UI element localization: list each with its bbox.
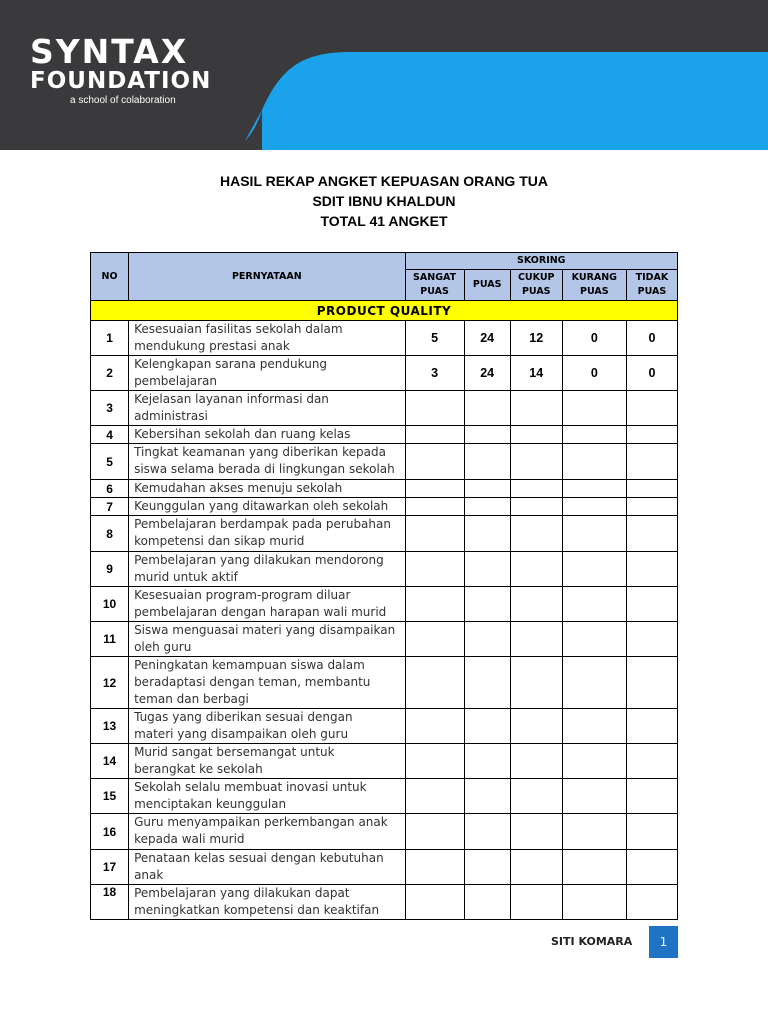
score-col-header-line1: PUAS [472,279,502,290]
statement-line: anak [134,868,164,882]
score-cell [405,657,464,709]
row-statement [129,498,405,516]
score-col-header [626,270,677,301]
score-cell [464,444,510,480]
score-cell [405,779,464,814]
score-cell [405,552,464,587]
table-row [91,391,678,426]
score-cell: 24 [464,321,510,356]
row-number: 17 [91,850,129,885]
statement-line: pembelajaran [134,374,218,388]
score-cell: 0 [562,321,626,356]
row-number: 10 [91,587,129,622]
score-cell [464,744,510,779]
table-row [91,709,678,744]
page-number: 1 [649,926,678,958]
score-cell [562,480,626,498]
score-cell: 0 [626,321,677,356]
score-cell [510,391,562,426]
statement-line: Siswa menguasai materi yang disampaikan [134,623,396,637]
row-statement [129,744,405,779]
score-cell [464,885,510,920]
table-row [91,356,678,391]
statement-line: Kesesuaian program-program diluar [134,588,351,602]
statement-line: Penataan kelas sesuai dengan kebutuhan [134,851,384,865]
logo-foundation: FOUNDATION [30,68,212,94]
row-statement [129,391,405,426]
score-cell [562,709,626,744]
statement-line: teman dan berbagi [134,692,249,706]
row-statement [129,587,405,622]
statement-line: Guru menyampaikan perkembangan anak [134,815,388,829]
statement-line: Sekolah selalu membuat inovasi untuk [134,780,367,794]
score-cell [464,552,510,587]
row-number: 3 [91,391,129,426]
score-cell [626,516,677,552]
score-cell [562,814,626,850]
score-col-header-line2: PUAS [521,286,551,297]
score-cell [562,657,626,709]
score-cell [464,709,510,744]
score-cell [562,744,626,779]
document-title [0,171,768,231]
footer-author: SITI KOMARA [551,935,633,948]
score-cell [405,622,464,657]
score-cell [464,779,510,814]
table-row [91,622,678,657]
table-row [91,814,678,850]
col-header-no: NO [91,253,129,301]
score-cell [510,444,562,480]
score-col-header-line2: PUAS [580,286,609,297]
logo-syntax: SYNTAX [30,32,189,71]
score-cell [626,885,677,920]
statement-line: Tugas yang diberikan sesuai dengan [134,710,353,724]
score-cell [626,444,677,480]
score-cell [562,444,626,480]
row-statement [129,356,405,391]
statement-line: Pembelajaran yang dilakukan dapat [134,886,350,900]
score-cell [626,498,677,516]
score-cell [626,657,677,709]
score-cell [562,552,626,587]
score-cell [510,779,562,814]
row-number: 4 [91,426,129,444]
score-cell [464,850,510,885]
title-line-1: HASIL REKAP ANGKET KEPUASAN ORANG TUA [220,173,548,189]
statement-line: kompetensi dan sikap murid [134,534,305,548]
statement-line: kepada wali murid [134,832,245,846]
statement-line: Pembelajaran yang dilakukan mendorong [134,553,384,567]
category-label: PRODUCT QUALITY [91,301,678,321]
survey-table [90,252,678,920]
score-cell [626,779,677,814]
score-cell [405,391,464,426]
score-cell [562,587,626,622]
score-cell [626,709,677,744]
score-col-header [510,270,562,301]
table-row [91,850,678,885]
statement-line: pembelajaran dengan harapan wali murid [134,605,387,619]
score-cell: 5 [405,321,464,356]
row-statement [129,885,405,920]
row-number: 13 [91,709,129,744]
score-cell [562,885,626,920]
score-cell [626,426,677,444]
category-row [91,301,678,321]
score-cell [405,709,464,744]
score-cell [405,516,464,552]
score-cell [562,516,626,552]
score-cell [626,552,677,587]
score-cell [510,552,562,587]
score-col-header-line1: CUKUP [517,272,555,283]
row-number: 16 [91,814,129,850]
row-number: 18 [91,885,129,920]
statement-line: materi yang disampaikan oleh guru [134,727,349,741]
row-number: 9 [91,552,129,587]
statement-line: administrasi [134,409,208,423]
table-row [91,498,678,516]
score-cell [510,426,562,444]
row-statement [129,444,405,480]
score-cell [405,744,464,779]
table-row [91,516,678,552]
score-cell [510,622,562,657]
score-cell: 12 [510,321,562,356]
statement-line: siswa selama berada di lingkungan sekolah [134,462,395,476]
statement-line: Keunggulan yang ditawarkan oleh sekolah [134,499,389,513]
score-cell [464,657,510,709]
score-cell [626,622,677,657]
score-cell [510,709,562,744]
score-cell [464,516,510,552]
score-cell: 3 [405,356,464,391]
statement-line: Tingkat keamanan yang diberikan kepada [134,445,386,459]
score-cell [464,622,510,657]
row-number: 14 [91,744,129,779]
score-col-header-line1: SANGAT [413,272,457,283]
statement-line: Murid sangat bersemangat untuk [134,745,335,759]
row-number: 1 [91,321,129,356]
statement-line: menciptakan keunggulan [134,797,287,811]
score-cell [626,744,677,779]
score-cell: 0 [626,356,677,391]
statement-line: beradaptasi dengan teman, membantu [134,675,371,689]
statement-line: meningkatkan kompetensi dan keaktifan [134,903,380,917]
table-row [91,657,678,709]
statement-line: murid untuk aktif [134,570,238,584]
row-statement [129,850,405,885]
score-cell: 14 [510,356,562,391]
score-cell [626,587,677,622]
table-row [91,744,678,779]
row-number: 8 [91,516,129,552]
score-cell [562,622,626,657]
score-cell [562,426,626,444]
row-number: 5 [91,444,129,480]
statement-line: berangkat ke sekolah [134,762,263,776]
score-cell [405,885,464,920]
score-cell: 0 [562,356,626,391]
logo-tagline: a school of colaboration [70,95,176,106]
row-number: 2 [91,356,129,391]
statement-line: oleh guru [134,640,192,654]
score-col-header-line2: PUAS [420,286,449,297]
row-number: 11 [91,622,129,657]
score-col-header-line1: KURANG [571,272,617,283]
score-col-header [464,270,510,301]
score-cell [405,444,464,480]
score-cell [405,498,464,516]
row-number: 6 [91,480,129,498]
row-statement [129,480,405,498]
score-cell [405,850,464,885]
score-cell [510,657,562,709]
header-row-1 [91,253,678,270]
row-statement [129,321,405,356]
statement-line: Peningkatan kemampuan siswa dalam [134,658,365,672]
table-row [91,885,678,920]
score-cell [562,391,626,426]
statement-line: Kemudahan akses menuju sekolah [134,481,343,495]
table-row [91,426,678,444]
score-cell [464,814,510,850]
score-col-header-line2: PUAS [637,286,667,297]
score-cell [510,516,562,552]
row-statement [129,814,405,850]
row-number: 12 [91,657,129,709]
score-cell [562,498,626,516]
table-row [91,444,678,480]
score-cell [464,587,510,622]
score-cell [464,498,510,516]
row-statement [129,622,405,657]
statement-line: Kebersihan sekolah dan ruang kelas [134,427,351,441]
statement-line: mendukung prestasi anak [134,339,290,353]
score-cell [510,498,562,516]
score-cell [510,587,562,622]
score-cell [510,814,562,850]
row-statement [129,552,405,587]
statement-line: Kejelasan layanan informasi dan [134,392,329,406]
score-col-header-line1: TIDAK [635,272,669,283]
score-cell [464,391,510,426]
table-row [91,552,678,587]
score-cell [562,779,626,814]
title-line-2: SDIT IBNU KHALDUN [312,193,456,209]
score-cell [405,426,464,444]
table-row [91,587,678,622]
score-cell [626,814,677,850]
score-cell [510,480,562,498]
row-statement [129,426,405,444]
table-row [91,321,678,356]
row-statement [129,516,405,552]
statement-line: Kelengkapan sarana pendukung [134,357,328,371]
score-cell [510,850,562,885]
score-cell [626,391,677,426]
row-statement [129,779,405,814]
score-cell [510,744,562,779]
score-col-header [562,270,626,301]
score-cell: 24 [464,356,510,391]
row-statement [129,709,405,744]
page-header [0,0,768,150]
statement-line: Kesesuaian fasilitas sekolah dalam [134,322,343,336]
table-row [91,779,678,814]
score-col-header [405,270,464,301]
score-cell [510,885,562,920]
score-cell [626,850,677,885]
score-cell [405,814,464,850]
row-statement [129,657,405,709]
score-cell [626,480,677,498]
score-cell [562,850,626,885]
table-row [91,480,678,498]
statement-line: Pembelajaran berdampak pada perubahan [134,517,391,531]
col-header-statement: PERNYATAAN [129,253,405,301]
score-cell [405,587,464,622]
score-cell [464,480,510,498]
title-line-3: TOTAL 41 ANGKET [320,213,448,229]
row-number: 15 [91,779,129,814]
score-cell [405,480,464,498]
col-header-scoring: SKORING [405,253,677,270]
score-cell [464,426,510,444]
row-number: 7 [91,498,129,516]
